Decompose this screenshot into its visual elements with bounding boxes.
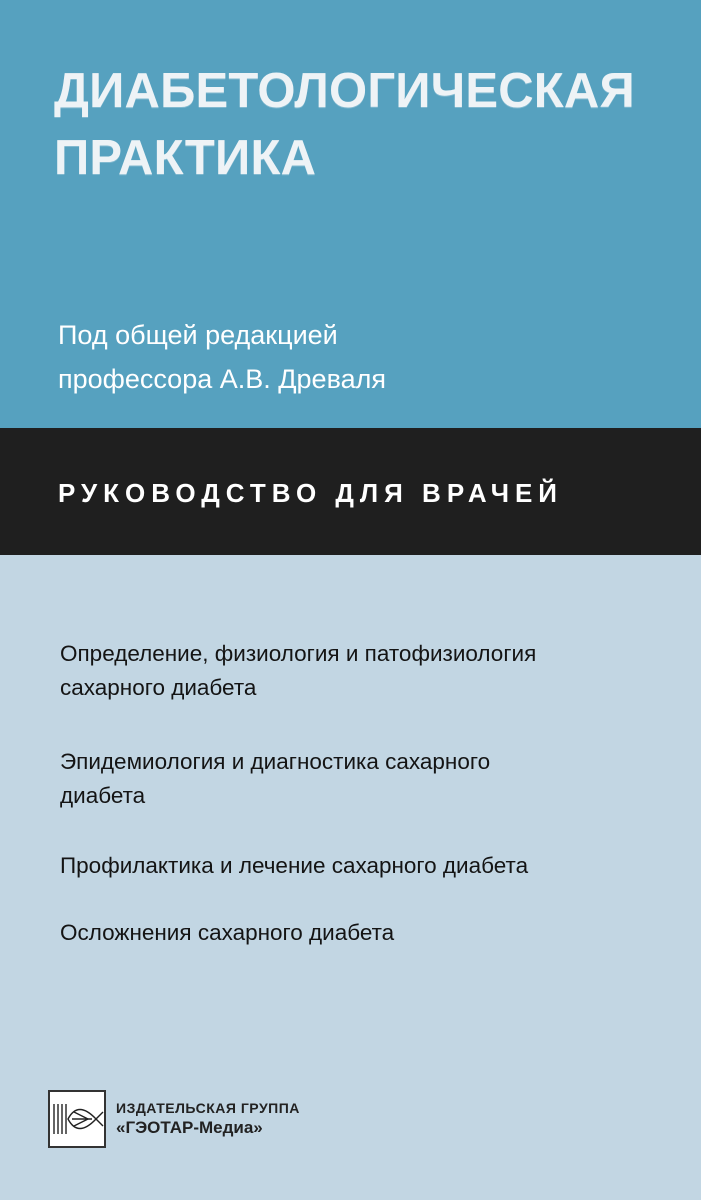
topic-item: Осложнения сахарного диабета xyxy=(60,920,395,945)
editor-credit xyxy=(58,313,678,401)
topic-item: Профилактика и лечение сахарного диабета xyxy=(60,853,529,878)
publisher-name-line1: ИЗДАТЕЛЬСКАЯ ГРУППА xyxy=(116,1100,300,1116)
series-label: РУКОВОДСТВО ДЛЯ ВРАЧЕЙ xyxy=(58,478,563,508)
editor-credit-line1: Под общей редакцией xyxy=(58,320,338,350)
publisher-name-line2: «ГЭОТАР-Медиа» xyxy=(116,1118,263,1137)
book-title-line1: ДИАБЕТОЛОГИЧЕСКАЯ xyxy=(54,64,635,118)
publisher-logo-icon xyxy=(48,1090,106,1148)
topic-item: Эпидемиология и диагностика сахарного диабета xyxy=(60,749,491,808)
topic-item: Определение, физиология и патофизиология сахарного диабета xyxy=(60,641,537,700)
publisher-block xyxy=(48,1090,368,1152)
editor-credit-line2: профессора А.В. Древаля xyxy=(58,364,387,394)
book-title-line2: ПРАКТИКА xyxy=(54,131,317,185)
title-band xyxy=(0,0,701,428)
book-title xyxy=(54,58,694,192)
